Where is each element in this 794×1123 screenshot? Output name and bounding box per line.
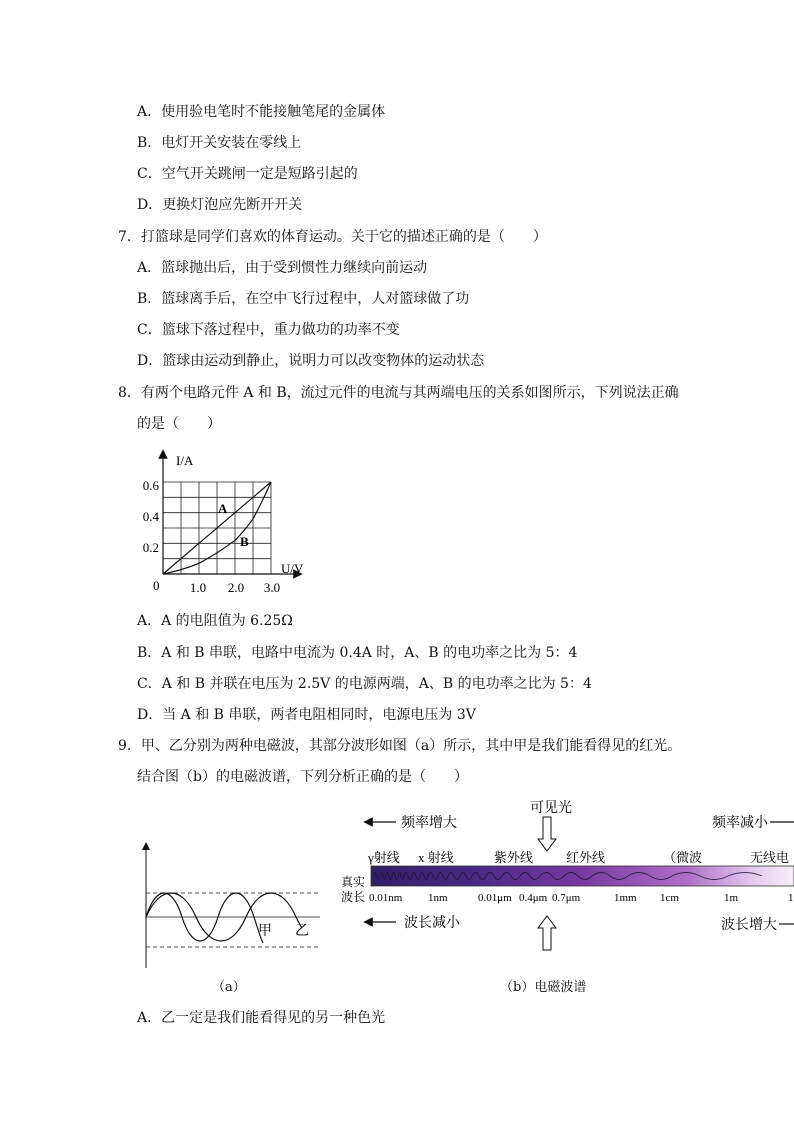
q7-option-d: D．篮球由运动到静止，说明力可以改变物体的运动状态: [137, 353, 485, 369]
x-tick-label: 1.0: [189, 580, 207, 595]
curve-b-label: B: [240, 534, 249, 549]
y-tick-label: 0.4: [142, 509, 159, 524]
axis-label-real: 真实: [341, 875, 366, 889]
tick-0-01um: 0.01μm: [478, 892, 512, 904]
tick-0-4um: 0.4μm: [519, 892, 548, 904]
q9-figure-a: [135, 840, 335, 1000]
visible-light-up-arrow: [538, 916, 556, 950]
tick-1: 1: [788, 892, 794, 904]
fig-a-caption: （a）: [212, 980, 246, 995]
tick-1m: 1m: [724, 892, 739, 904]
tick-0-01nm: 0.01nm: [369, 892, 403, 904]
q8-iu-graph: [138, 448, 318, 600]
wavelength-increase-label: 波长增大: [721, 918, 777, 933]
visible-light-down-arrow: [538, 817, 556, 851]
band-xray: x 射线: [418, 850, 454, 865]
q6-option-c: C．空气开关跳闸一定是短路引起的: [137, 166, 358, 182]
q9-stem-line2: 结合图（b）的电磁波谱，下列分析正确的是（ ）: [137, 769, 468, 785]
label-jia: 甲: [258, 924, 272, 939]
q8-option-d: D．当 A 和 B 串联，两者电阻相同时，电源电压为 3V: [137, 707, 476, 723]
q8-stem-line1: 8．有两个电路元件 A 和 B，流过元件的电流与其两端电压的关系如图所示，下列说法正确: [118, 385, 679, 401]
q8-option-b: B．A 和 B 串联，电路中电流为 0.4A 时，A、B 的电功率之比为 5：4: [137, 645, 578, 661]
x-axis-label: U/V: [281, 561, 304, 576]
q8-stem-line2: 的是（ ）: [137, 416, 221, 432]
q7-stem: 7．打篮球是同学们喜欢的体育运动。关于它的描述正确的是（ ）: [118, 229, 547, 245]
origin-label: 0: [153, 578, 160, 593]
q6-option-a: A．使用验电笔时不能接触笔尾的金属体: [137, 104, 386, 120]
wavelength-decrease-label: 波长减小: [404, 916, 460, 931]
freq-increase-label: 频率增大: [401, 816, 457, 831]
q8-option-c: C．A 和 B 并联在电压为 2.5V 的电源两端，A、B 的电功率之比为 5：4: [137, 676, 592, 692]
spectrum-bar: [371, 866, 794, 886]
band-ultraviolet: 紫外线: [494, 850, 534, 865]
q9-figure-b: [338, 795, 794, 1000]
q8-option-a: A．A 的电阻值为 6.25Ω: [137, 613, 293, 629]
x-tick-label: 2.0: [227, 580, 245, 595]
y-tick-label: 0.6: [142, 478, 159, 493]
band-radio: 无线电: [750, 850, 790, 865]
q7-option-c: C．篮球下落过程中，重力做功的功率不变: [137, 322, 400, 338]
band-microwave: （微波: [663, 850, 703, 865]
curve-a-label: A: [218, 501, 228, 516]
q7-option-b: B．篮球离手后，在空中飞行过程中，人对篮球做了功: [137, 291, 470, 307]
y-tick-label: 0.2: [142, 540, 159, 555]
q7-option-a: A．篮球抛出后，由于受到惯性力继续向前运动: [137, 260, 428, 276]
fig-b-caption: （b）电磁波谱: [500, 980, 587, 995]
band-infrared: 红外线: [566, 850, 606, 865]
tick-1nm: 1nm: [428, 892, 448, 904]
band-gamma: γ射线: [368, 850, 400, 865]
tick-0-7um: 0.7μm: [552, 892, 581, 904]
y-axis-label: I/A: [176, 453, 194, 468]
q9-stem-line1: 9．甲、乙分别为两种电磁波，其部分波形如图（a）所示，其中甲是我们能看得见的红光。: [118, 738, 682, 754]
axis-label-wavelength: 波长: [341, 890, 366, 904]
tick-1mm: 1mm: [614, 892, 637, 904]
tick-1cm: 1cm: [660, 892, 679, 904]
x-tick-label: 3.0: [263, 580, 281, 595]
q6-option-d: D．更换灯泡应先断开开关: [137, 197, 303, 213]
q9-option-a: A．乙一定是我们能看得见的另一种色光: [137, 1010, 386, 1026]
q6-option-b: B．电灯开关安装在零线上: [137, 135, 302, 151]
freq-decrease-label: 频率减小: [712, 816, 768, 831]
visible-light-label: 可见光: [530, 801, 572, 816]
label-yi: 乙: [295, 924, 309, 939]
